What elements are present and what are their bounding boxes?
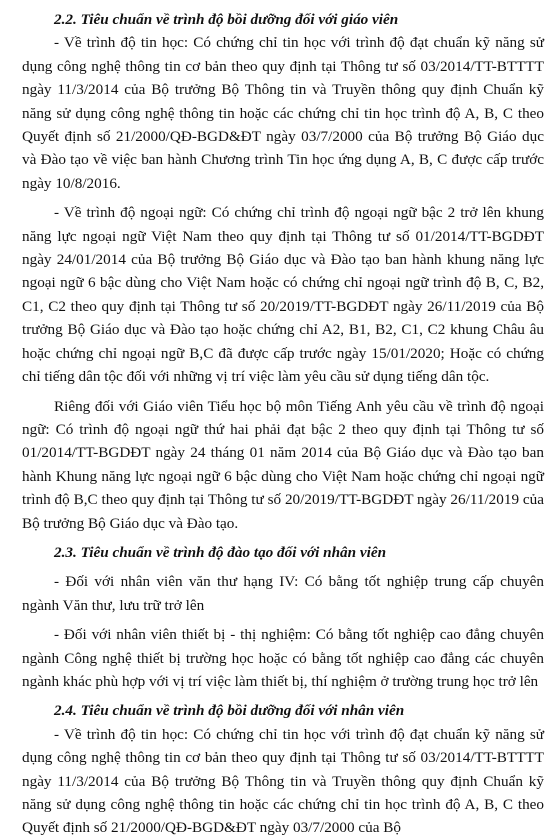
- paragraph-it-skills-staff: - Về trình độ tin học: Có chứng chỉ tin học với trình độ đạt chuẩn kỹ năng sử dụng công nghệ thông tin cơ bản theo quy định tại Thông tư số 03/2014/TT-BTTTT ngày 11/3/2014 của Bộ trưởng Bộ Thông tin và Truyền thông quy định Chuẩn kỹ năng sử dụng công nghệ thông tin hoặc các chứng chỉ tin học trình độ A, B, C theo Quyết định số 21/2000/QĐ-BGD&ĐT ngày 03/7/2000 của Bộ: [22, 725, 544, 837]
- document-body: [22, 8, 544, 840]
- section-heading-2-2: 2.2. Tiêu chuẩn về trình độ bồi dưỡng đối với giáo viên: [54, 11, 399, 28]
- paragraph-english-primary-teachers: Riêng đối với Giáo viên Tiểu học bộ môn Tiếng Anh yêu cầu về trình độ ngoại ngữ: Có trình độ ngoại ngữ thứ hai phải đạt bậc 2 theo quy định tại Thông tư số 01/2014/TT-BGDĐT ngày 24 tháng 01 năm 2014 của Bộ Giáo dục và Đào tạo ban hành Khung năng lực ngoại ngữ 6 bậc dùng cho Việt Nam hoặc chứng chỉ ngoại ngữ trình độ B,C theo quy định tại Thông tư số 20/2019/TT-BGDĐT ngày 26/11/2019 của Bộ trưởng Bộ Giáo dục và Đào tạo.: [22, 397, 544, 532]
- paragraph-lab-equipment-staff: - Đối với nhân viên thiết bị - thị nghiệm: Có bằng tốt nghiệp cao đẳng chuyên ngành Công nghệ thiết bị trường học hoặc có bằng tốt nghiệp cao đẳng các chuyên ngành khác phù hợp với vị trí việc làm thiết bị, thí nghiệm ở trường trung học trở lên: [22, 626, 544, 690]
- section-heading-2-3: 2.3. Tiêu chuẩn về trình độ đào tạo đối với nhân viên: [54, 543, 387, 561]
- paragraph-foreign-language-teachers: - Về trình độ ngoại ngữ: Có chứng chỉ trình độ ngoại ngữ bậc 2 trở lên khung năng lực ngoại ngữ Việt Nam theo quy định tại Thông tư số 01/2014/TT-BGDĐT ngày 24/01/2014 của Bộ trưởng Bộ Giáo dục và Đào tạo ban hành khung năng lực ngoại ngữ 6 bậc dùng cho Việt Nam hoặc có chứng chỉ ngoại ngữ trình độ B, C, B2, C1, C2 theo quy định tại Thông tư số 20/2019/TT-BGDĐT ngày 26/11/2019 của Bộ trưởng Bộ Giáo dục và Đào tạo hoặc chứng chỉ A2, B1, B2, C1, C2 khung Châu âu hoặc chứng chỉ ngoại ngữ B,C đã được cấp trước ngày 15/01/2020; Hoặc có chứng chỉ tiếng dân tộc đối với những vị trí việc làm yêu cầu sử dụng tiếng dân tộc.: [22, 204, 544, 386]
- section-heading-2-4: 2.4. Tiêu chuẩn về trình độ bồi dưỡng đối với nhân viên: [54, 702, 405, 720]
- paragraph-clerical-staff: - Đối với nhân viên văn thư hạng IV: Có bằng tốt nghiệp trung cấp chuyên ngành Văn thư, lưu trữ trở lên: [22, 573, 544, 614]
- paragraph-it-skills-teachers: - Về trình độ tin học: Có chứng chỉ tin học với trình độ đạt chuẩn kỹ năng sử dụng công nghệ thông tin cơ bản theo quy định tại Thông tư số 03/2014/TT-BTTTT ngày 11/3/2014 của Bộ trưởng Bộ Thông tin và Truyền thông quy định Chuẩn kỹ năng sử dụng công nghệ thông tin hoặc các chứng chỉ tin học trình độ A, B, C theo Quyết định số 21/2000/QĐ-BGD&ĐT ngày 03/7/2000 của Bộ trưởng Bộ Giáo dục và Đào tạo về việc ban hành Chương trình Tin học ứng dụng A, B, C được cấp trước ngày 10/8/2016.: [22, 34, 544, 192]
